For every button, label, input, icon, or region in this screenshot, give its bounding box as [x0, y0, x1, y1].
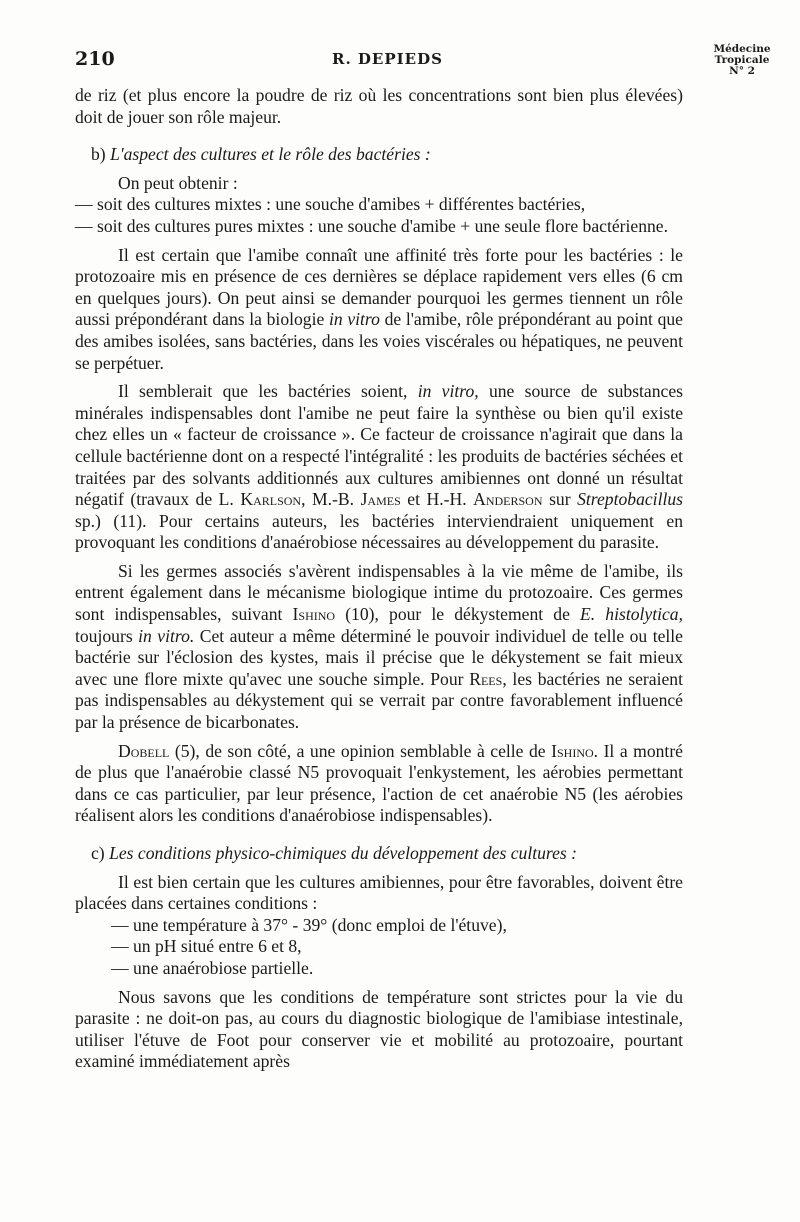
- section-c-title: Les conditions physico-chimiques du développement des cultures :: [109, 843, 577, 863]
- p4-text-c: toujours: [75, 625, 139, 646]
- p2-italic: in vitro: [328, 309, 380, 330]
- paragraph-dekystement: [75, 561, 683, 734]
- journal-line-2: Tropicale: [714, 54, 770, 66]
- p3-text-b: une source de substances minérales indispensables dont l'amibe ne peut faire la synthèse ou bien qu'il existe chez elles un « facteur de croissance ». Ce facteur de croissance n'agirait que dans la cellule bactérienne dont on a respecté l'intégralité : les produits de bactéries séchées et traitées par des solvants additionnés aux cultures amibiennes ont donné un résultat négatif (travaux de L.: [75, 381, 684, 510]
- list-item-pure-cultures: — soit des cultures pures mixtes : une souche d'amibe + une seule flore bactérienne.: [75, 215, 669, 236]
- author-dobell: Dobell: [118, 740, 170, 761]
- p4-text-b: (10), pour le dékystement de: [335, 604, 581, 625]
- journal-line-1: Médecine: [713, 43, 771, 55]
- p4-text-a: Si les germes associés s'avèrent indispensables à la vie même de l'amibe, ils entrent également dans le mécanisme biologique intime du protozoaire. Ces germes sont indispensables, suivant: [75, 560, 683, 625]
- p3-text-f: sp.) (11). Pour certains auteurs, les bactéries interviendraient uniquement en provoquant les conditions d'anaérobiose nécessaires au développement du parasite.: [75, 510, 683, 553]
- section-b-label: b): [91, 144, 106, 165]
- paragraph-continued: de riz (et plus encore la poudre de riz où les concentrations sont bien plus élevées) doit de jouer son rôle majeur.: [75, 85, 683, 127]
- journal-tag: [696, 44, 788, 77]
- section-b-heading: [75, 144, 683, 166]
- running-head-author: R. DEPIEDS: [332, 50, 443, 68]
- author-ishino: Ishino: [292, 604, 336, 625]
- page-number: 210: [75, 48, 115, 70]
- section-c-label: c): [91, 843, 105, 863]
- list-item-mixed-cultures: — soit des cultures mixtes : une souche d'amibes + différentes bactéries,: [75, 194, 586, 215]
- p3-italic-genus: Streptobacillus: [577, 489, 683, 510]
- p4-text-d: Cet auteur a même déterminé le pouvoir individuel de telle ou telle bactérie sur l'éclosion des kystes, mais il précise que le dékystement se fait mieux avec une flore mixte qu'avec une souche simple. Pour: [75, 625, 683, 689]
- p5-text-a: (5), de son côté, a une opinion semblable à celle de: [169, 740, 552, 761]
- p2-text-a: Il est certain que l'amibe connaît une affinité très forte pour les bactéries : le protozoaire mis en présence de ces dernières se déplace rapidement vers elles (6 cm en quelques jours). On peut ainsi se demander pourquoi les germes tiennent un rôle aussi prépondérant dans la biologie: [75, 244, 683, 330]
- body-text: [75, 85, 683, 1073]
- list-item-ph: — un pH situé entre 6 et 8,: [111, 936, 302, 957]
- paragraph-on-peut: On peut obtenir :: [118, 172, 238, 193]
- p3-italic: in vitro,: [417, 381, 479, 402]
- section-c-heading: [75, 843, 683, 865]
- p4-text-e: , les bactéries ne seraient pas indispensables au dékystement qui se verrait par contre favorablement influencé par la présence de bicarbonates.: [75, 668, 683, 733]
- p3-text-d: et H.-H.: [400, 489, 474, 510]
- p3-text-e: sur: [542, 489, 578, 510]
- p3-text-a: Il semblerait que les bactéries soient,: [118, 381, 418, 402]
- list-item-anaerobiosis: — une anaérobiose partielle.: [111, 957, 314, 978]
- list-item-temperature: — une température à 37° - 39° (donc emploi de l'étuve),: [111, 914, 507, 935]
- paragraph-dobell: [75, 741, 683, 827]
- journal-line-3: N° 2: [729, 65, 755, 77]
- paragraph-temperature: Nous savons que les conditions de température sont strictes pour la vie du parasite : ne doit-on pas, au cours du diagnostic biologique de l'amibiase intestinale, utiliser l'étuve de Foot pour conserver vie et mobilité au protozoaire, pourtant examiné immédiatement après: [75, 986, 683, 1072]
- p2-text-b: de l'amibe, rôle prépondérant au point que des amibes isolées, sans bactéries, dans les voies viscérales ou hépatiques, ne peuvent se perpétuer.: [75, 309, 683, 373]
- paragraph-affinity: [75, 245, 683, 375]
- paragraph-growth-factor: [75, 381, 683, 554]
- section-b-title: L'aspect des cultures et le rôle des bactéries :: [110, 144, 431, 165]
- author-ishino-2: Ishino: [551, 740, 594, 761]
- p5-text-b: . Il a montré de plus que l'anaérobie classé N5 provoquait l'enkystement, les aérobies permettant dans ce cas particulier, par leur présence, l'action de cet anaérobie N5 (les aérobies réalisent alors les conditions d'anaérobiose indispensables).: [75, 740, 683, 826]
- author-anderson: Anderson: [473, 489, 543, 510]
- paragraph-conditions: Il est bien certain que les cultures amibiennes, pour être favorables, doivent être placées dans certaines conditions :: [75, 871, 683, 914]
- p3-text-c: , M.-B.: [301, 489, 361, 510]
- author-rees: Rees: [469, 668, 503, 689]
- author-james: James: [360, 489, 401, 510]
- author-karlson: Karlson: [240, 489, 302, 510]
- p4-italic-species: E. histolytica,: [580, 604, 683, 625]
- p4-italic-invitro: in vitro.: [138, 625, 195, 646]
